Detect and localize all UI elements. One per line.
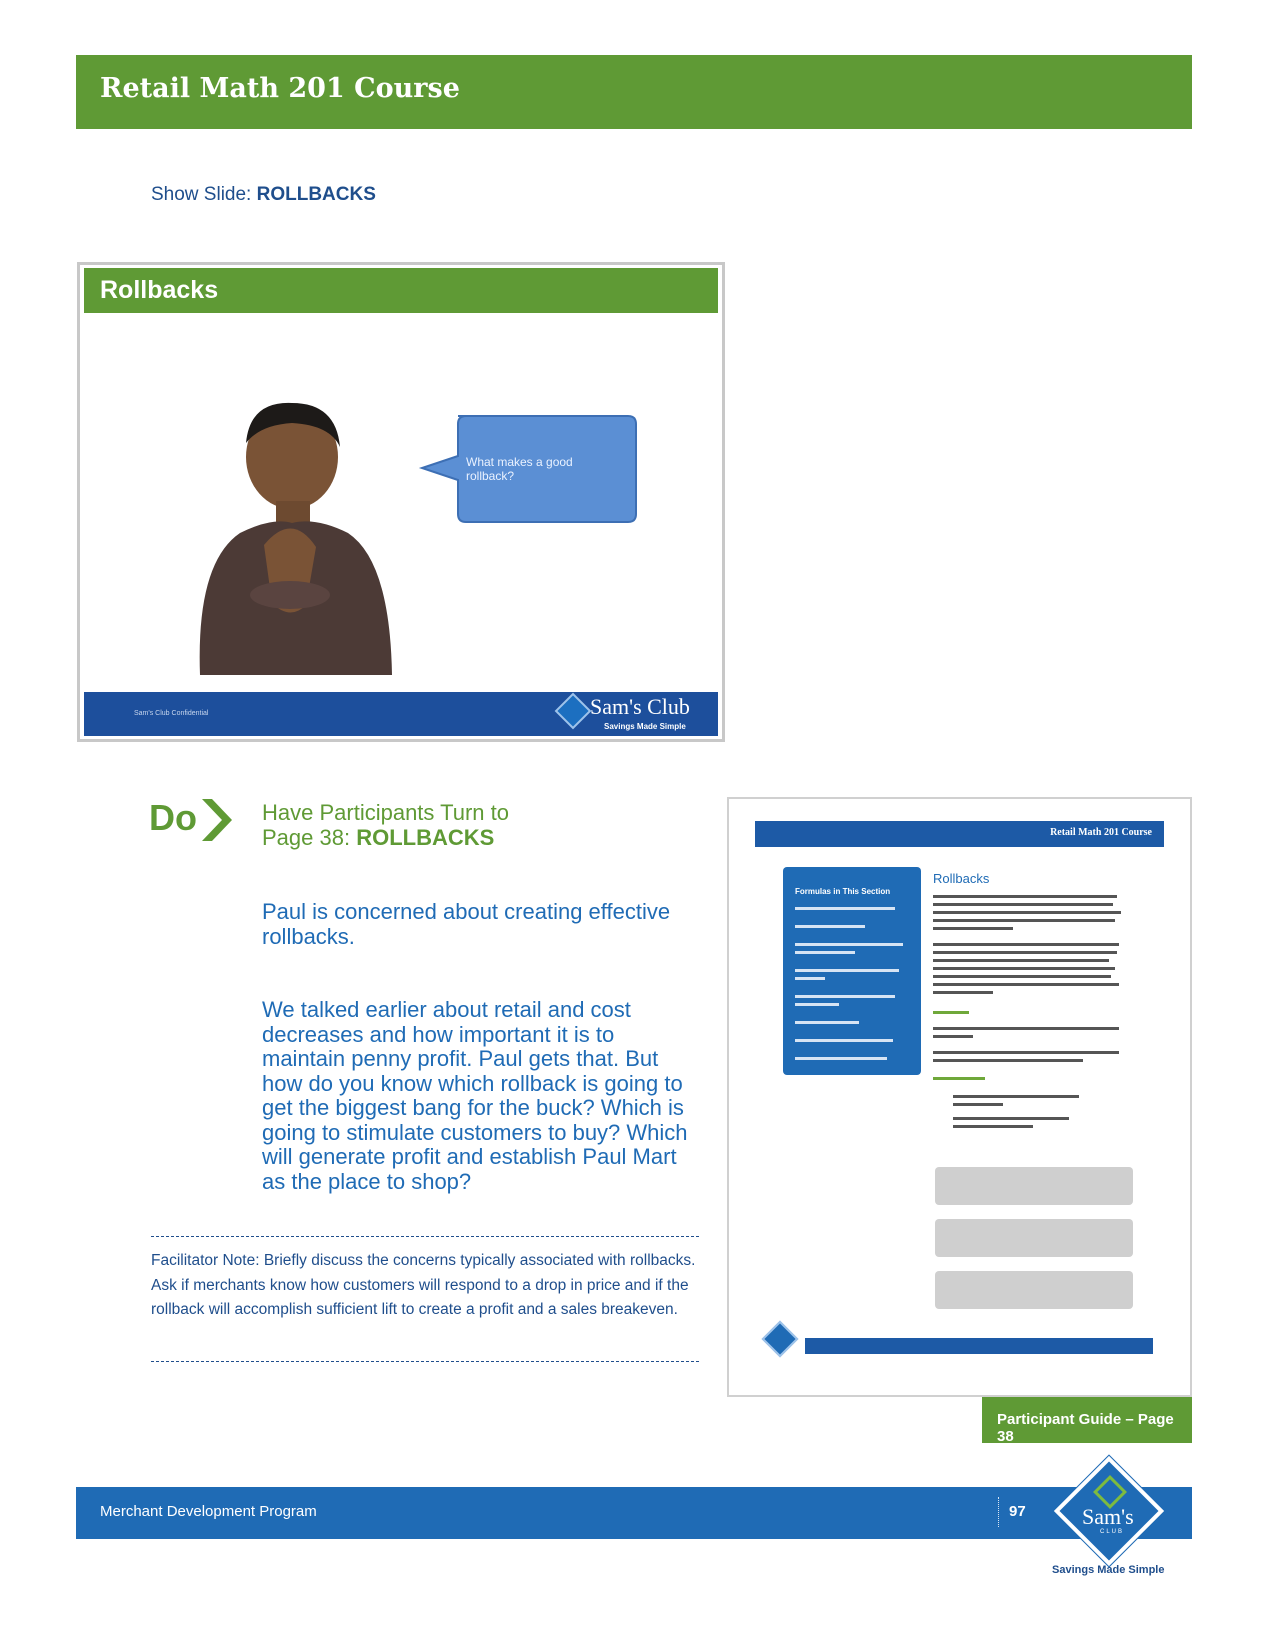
- footer-page-number: 97: [1009, 1503, 1026, 1520]
- course-header-bar: [76, 55, 1192, 129]
- logo-club: CLUB: [1100, 1529, 1125, 1535]
- guide-formula-box: [935, 1271, 1133, 1309]
- guide-considerations-heading: [933, 1077, 985, 1080]
- turn-to-bold: ROLLBACKS: [356, 825, 495, 850]
- guide-formula-line: [795, 977, 825, 980]
- guide-footer: [805, 1338, 1153, 1354]
- guide-header: [755, 821, 1164, 847]
- turn-to-page: Page 38:: [262, 825, 357, 850]
- guide-text-line: [933, 975, 1111, 978]
- sams-club-diamond-icon: [555, 693, 592, 730]
- speech-bubble-text: What makes a good rollback?: [466, 455, 573, 483]
- participant-guide-thumbnail: [727, 797, 1192, 1397]
- paragraph-discussion: We talked earlier about retail and cost decreases and how important it is to maintain penny profit. Paul gets that. But how do you know which rollback is going to get the biggest bang for the buck? Which is going to stimulate customers to buy? Which will generate profit and establish Paul Mart as the place to shop?: [262, 997, 688, 1194]
- slide-thumbnail: [77, 262, 725, 742]
- guide-formula-line: [795, 1021, 859, 1024]
- slide-footer: [84, 692, 718, 736]
- slide-logo-name: Sam's Club: [590, 694, 690, 719]
- guide-text-line: [933, 927, 1013, 930]
- slide-title: Rollbacks: [100, 276, 219, 304]
- guide-text-line: [933, 895, 1117, 898]
- guide-text-line: [933, 911, 1121, 914]
- guide-text-line: [933, 903, 1113, 906]
- slide-header: [84, 268, 718, 313]
- logo-name: Sam's: [1082, 1504, 1134, 1529]
- footer-separator: [998, 1497, 999, 1527]
- do-label: Do: [149, 797, 197, 838]
- guide-text-line: [933, 1059, 1083, 1062]
- guide-formulas-title: Formulas in This Section: [795, 887, 891, 896]
- paragraph-concern: Paul is concerned about creating effective rollbacks.: [262, 899, 671, 949]
- guide-formula-line: [795, 907, 895, 910]
- slide-footer-confidential: Sam's Club Confidential: [134, 710, 209, 717]
- guide-rule-heading: [933, 1011, 969, 1014]
- guide-text-line: [933, 943, 1119, 946]
- slide-logo-tagline: Savings Made Simple: [604, 722, 686, 731]
- guide-text-line: [933, 991, 993, 994]
- guide-formula-line: [795, 995, 895, 998]
- chevron-right-icon: [198, 795, 232, 845]
- guide-formulas-box: [783, 867, 921, 1075]
- guide-text-line: [933, 983, 1119, 986]
- guide-formula-line: [795, 925, 865, 928]
- thinking-person-image: [180, 395, 410, 675]
- guide-formula-line: [795, 1003, 839, 1006]
- turn-to-line2: [262, 825, 509, 850]
- guide-text-line: [933, 1051, 1119, 1054]
- sams-club-logo: [1052, 1470, 1172, 1560]
- guide-text-line: [953, 1103, 1003, 1106]
- guide-page-title: Rollbacks: [933, 871, 990, 886]
- guide-text-line: [933, 919, 1115, 922]
- guide-formula-line: [795, 943, 903, 946]
- guide-formula-box: [935, 1167, 1133, 1205]
- guide-formula-line: [795, 1057, 887, 1060]
- facilitator-note: Facilitator Note: Briefly discuss the concerns typically associated with rollbacks. Ask if merchants know how customers will respond to a drop in price and if the rollback will accomplish sufficient lift to create a profit and a sales breakeven.: [151, 1252, 696, 1318]
- guide-text-line: [933, 959, 1109, 962]
- guide-text-line: [953, 1095, 1079, 1098]
- show-slide-prefix: Show Slide:: [151, 184, 257, 205]
- guide-text-line: [933, 951, 1117, 954]
- divider-top: [151, 1236, 699, 1237]
- show-slide-name: ROLLBACKS: [256, 184, 376, 205]
- page-footer: [76, 1487, 1192, 1539]
- show-slide-instruction: [151, 184, 376, 206]
- guide-text-line: [933, 1035, 973, 1038]
- guide-header-title: Retail Math 201 Course: [1050, 827, 1152, 838]
- turn-to-instruction: [262, 800, 509, 850]
- turn-to-line1: Have Participants Turn to: [262, 800, 510, 825]
- guide-logo-icon: [762, 1321, 799, 1358]
- guide-formula-line: [795, 951, 855, 954]
- footer-program: Merchant Development Program: [100, 1503, 317, 1520]
- participant-guide-label: [982, 1397, 1192, 1443]
- guide-text-line: [953, 1117, 1069, 1120]
- guide-text-line: [933, 1027, 1119, 1030]
- guide-formula-line: [795, 969, 899, 972]
- divider-bottom: [151, 1361, 699, 1362]
- guide-formula-line: [795, 1039, 893, 1042]
- course-title: Retail Math 201 Course: [100, 73, 460, 104]
- participant-guide-label-text: Participant Guide – Page 38: [997, 1411, 1174, 1445]
- footer-tagline: Savings Made Simple: [1052, 1564, 1165, 1576]
- guide-formula-box: [935, 1219, 1133, 1257]
- guide-text-line: [953, 1125, 1033, 1128]
- guide-text-line: [933, 967, 1115, 970]
